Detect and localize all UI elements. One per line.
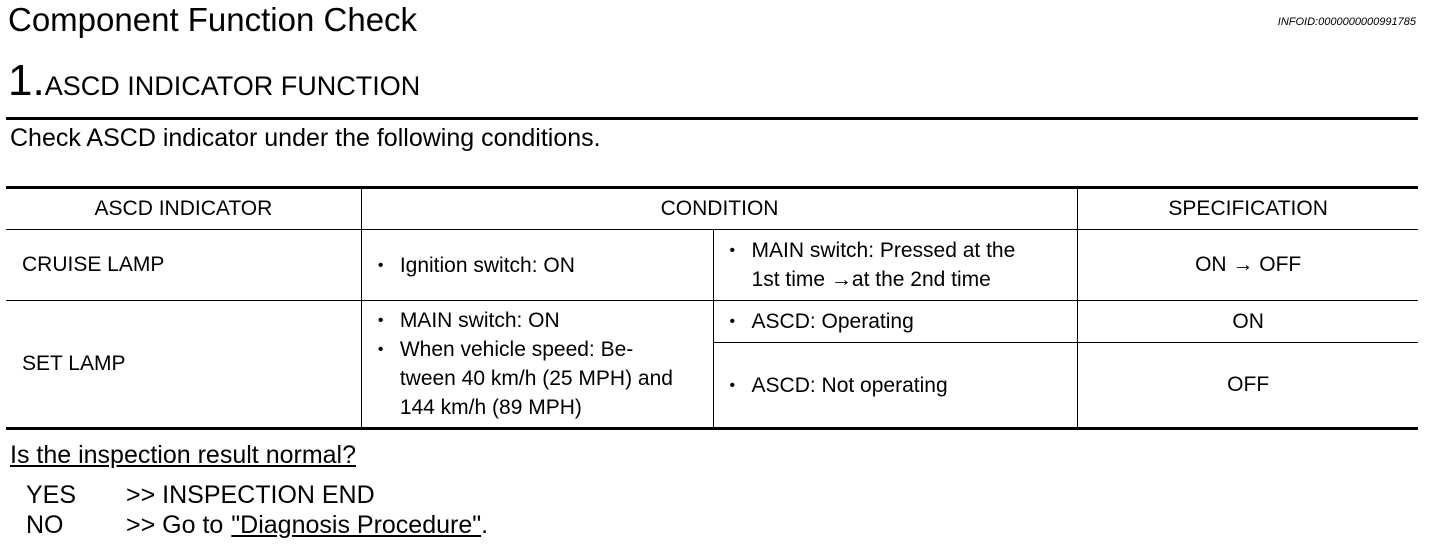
cruise-condition-b [713, 230, 1078, 301]
set-not-operating-list [726, 371, 1066, 400]
table-row-set-lamp-operating [6, 301, 1418, 343]
set-not-operating-spec: OFF [1078, 343, 1418, 429]
step-divider [6, 117, 1418, 120]
inspection-question: Is the inspection result normal? [10, 441, 357, 469]
answer-yes-key: YES [26, 481, 77, 509]
answer-no-suffix: . [481, 511, 489, 539]
diagnosis-procedure-link[interactable]: "Diagnosis Procedure" [231, 511, 482, 539]
set-not-operating-condition [713, 343, 1078, 429]
set-condition-a2-line2: tween 40 km/h (25 MPH) and [399, 367, 673, 390]
answer-yes [26, 480, 375, 510]
list-item: • ASCD: Not operating [726, 371, 1066, 400]
set-condition-a2-line3: 144 km/h (89 MPH) [399, 396, 582, 419]
answer-no-text: >> Go to [126, 511, 224, 539]
cruise-specification: ON → OFF [1078, 230, 1418, 301]
spec-table [6, 186, 1418, 430]
answer-yes-text: >> INSPECTION END [126, 481, 375, 509]
set-condition-a-list [374, 306, 701, 422]
cruise-condition-a-list [374, 251, 701, 280]
header-specification: SPECIFICATION [1078, 188, 1418, 230]
list-item [726, 236, 1066, 294]
answer-no [26, 510, 488, 540]
cruise-condition-a [361, 230, 713, 301]
table-row-cruise-lamp [6, 230, 1418, 301]
page-title: Component Function Check [8, 1, 418, 38]
header-condition: CONDITION [361, 188, 1078, 230]
set-operating-spec: ON [1078, 301, 1418, 343]
intro-text: Check ASCD indicator under the following conditions. [10, 124, 601, 152]
step-heading [8, 56, 420, 108]
list-item: • ASCD: Operating [726, 307, 1066, 336]
list-item: • MAIN switch: ON [374, 306, 701, 335]
cruise-condition-b-line2: 1st time →at the 2nd time [751, 268, 991, 291]
set-operating-list [726, 307, 1066, 336]
table-header-row [6, 188, 1418, 230]
cruise-lamp-label: CRUISE LAMP [6, 230, 361, 301]
set-condition-a [361, 301, 713, 429]
list-item: • Ignition switch: ON [374, 251, 701, 280]
set-condition-a2-line1: When vehicle speed: Be- [399, 338, 634, 361]
step-title: ASCD INDICATOR FUNCTION [44, 71, 421, 101]
info-id: INFOID:0000000000991785 [1277, 16, 1416, 28]
list-item [374, 335, 701, 422]
set-lamp-label: SET LAMP [6, 301, 361, 429]
step-number: 1. [8, 56, 45, 105]
cruise-condition-b-list [726, 236, 1066, 294]
cruise-condition-b-line1: MAIN switch: Pressed at the [751, 239, 1016, 262]
set-operating-condition [713, 301, 1078, 343]
header-indicator: ASCD INDICATOR [6, 188, 361, 230]
answer-no-key: NO [26, 511, 64, 539]
